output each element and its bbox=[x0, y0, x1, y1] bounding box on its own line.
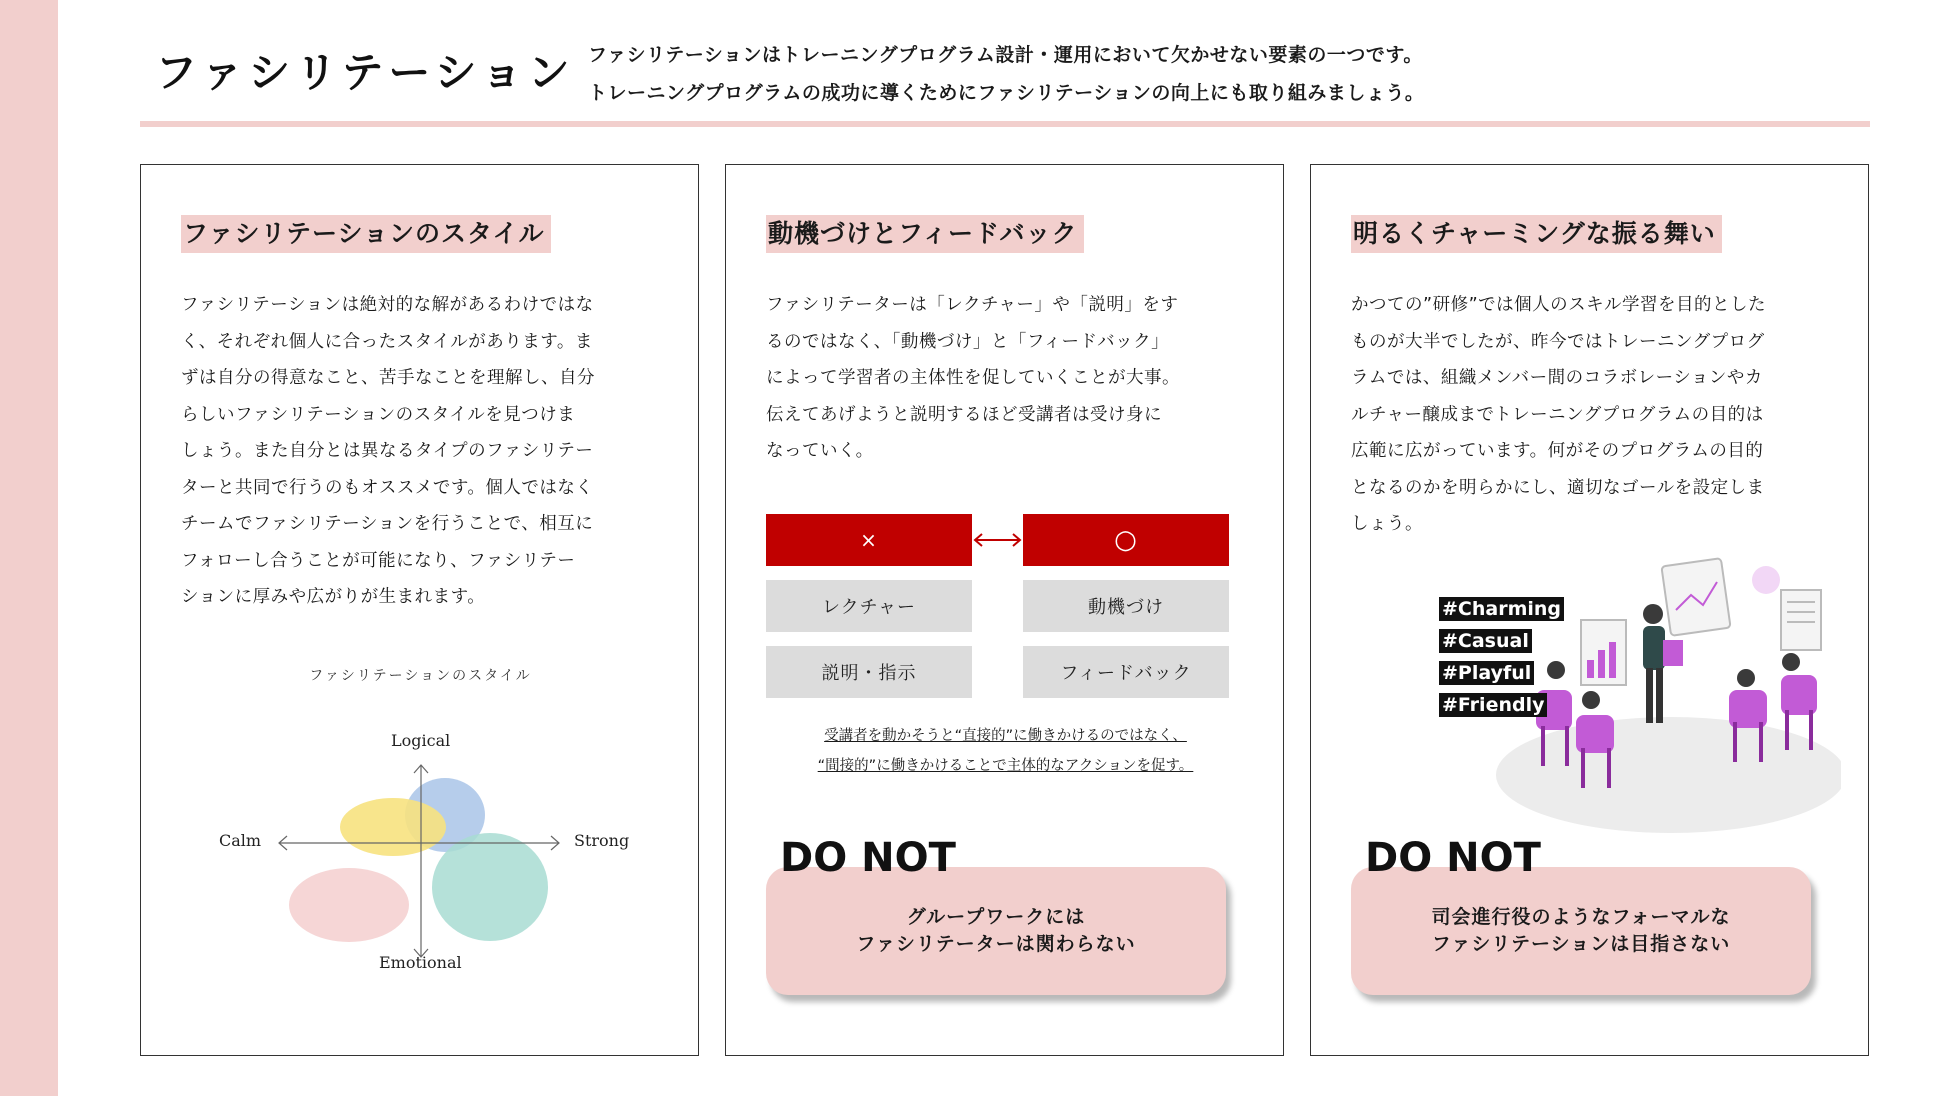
side-band bbox=[0, 0, 58, 1096]
intro-line: トレーニングプログラムの成功に導くためにファシリテーションの向上にも取り組みましょう。 bbox=[588, 82, 1425, 104]
intro-text bbox=[588, 36, 1424, 112]
body-line: 伝えてあげようと説明するほど受講者は受け身に bbox=[766, 404, 1162, 425]
do-not-line: ファシリテーターは関わらない bbox=[856, 933, 1136, 955]
panel-facilitation-style bbox=[140, 164, 699, 1056]
panel-charming-behavior bbox=[1310, 164, 1869, 1056]
panel-heading: 動機づけとフィードバック bbox=[766, 215, 1084, 253]
tag-list bbox=[1439, 597, 1564, 725]
tag-charming: #Charming bbox=[1439, 597, 1564, 621]
page-title: ファシリテーション bbox=[155, 48, 575, 97]
panel-heading: 明るくチャーミングな振る舞い bbox=[1351, 215, 1722, 253]
tag-friendly: #Friendly bbox=[1439, 693, 1547, 717]
ellipse-calm-emotional bbox=[289, 868, 409, 942]
body-line: しょう。また自分とは異なるタイプのファシリテー bbox=[181, 441, 594, 461]
intro-line: ファシリテーションはトレーニングプログラム設計・運用において欠かせない要素の一つです。 bbox=[588, 44, 1423, 66]
bad-header-box: × bbox=[766, 514, 972, 566]
do-not-line: 司会進行役のようなフォーマルな bbox=[1431, 906, 1731, 928]
body-line: によって学習者の主体性を促していくことが大事。 bbox=[766, 368, 1180, 388]
body-line: く、それぞれ個人に合ったスタイルがあります。ま bbox=[181, 331, 593, 352]
body-line: なっていく。 bbox=[766, 441, 874, 461]
body-line: ルチャー醸成までトレーニングプログラムの目的は bbox=[1351, 404, 1764, 425]
body-line: かつての”研修”では個人のスキル学習を目的とした bbox=[1351, 295, 1766, 315]
panel-body bbox=[1351, 287, 1831, 543]
note-line: 受講者を動かそうと“直接的”に働きかけるのではなく、 bbox=[824, 728, 1187, 744]
do-not-card bbox=[766, 867, 1226, 995]
do-not-label: DO NOT bbox=[1365, 835, 1541, 881]
bad-item-explanation: 説明・指示 bbox=[766, 646, 972, 698]
body-line: しょう。 bbox=[1351, 514, 1423, 534]
axis-label-right: Strong bbox=[574, 831, 630, 850]
panel-motivation-feedback bbox=[725, 164, 1284, 1056]
good-item-feedback: フィードバック bbox=[1023, 646, 1229, 698]
body-line: フォローし合うことが可能になり、ファシリテー bbox=[181, 550, 576, 571]
panel-body bbox=[766, 287, 1246, 470]
good-item-motivation: 動機づけ bbox=[1023, 580, 1229, 632]
note-line: “間接的”に働きかけることで主体的なアクションを促す。 bbox=[817, 758, 1194, 774]
do-not-line: グループワークには bbox=[906, 906, 1086, 928]
body-line: らしいファシリテーションのスタイルを見つけま bbox=[181, 404, 576, 425]
bad-item-lecture: レクチャー bbox=[766, 580, 972, 632]
axis-label-left: Calm bbox=[219, 831, 262, 850]
tag-casual: #Casual bbox=[1439, 629, 1532, 653]
tag-playful: #Playful bbox=[1439, 661, 1534, 685]
double-arrow-icon bbox=[972, 530, 1023, 550]
body-line: ものが大半でしたが、昨今ではトレーニングプログ bbox=[1351, 331, 1765, 352]
body-line: ションに厚みや広がりが生まれます。 bbox=[181, 587, 486, 607]
panel-heading: ファシリテーションのスタイル bbox=[181, 215, 551, 253]
body-line: となるのかを明らかにし、適切なゴールを設定しま bbox=[1351, 477, 1765, 498]
panel-body bbox=[181, 287, 661, 616]
ellipse-strong-emotional bbox=[432, 833, 548, 941]
do-not-label: DO NOT bbox=[780, 835, 956, 881]
do-not-line: ファシリテーションは目指さない bbox=[1431, 933, 1731, 955]
good-header-box: ○ bbox=[1023, 514, 1229, 566]
ellipse-calm bbox=[340, 798, 446, 856]
compare-note bbox=[726, 721, 1285, 781]
diagram-title: ファシリテーションのスタイル bbox=[309, 668, 532, 684]
body-line: 広範に広がっています。何がそのプログラムの目的 bbox=[1351, 441, 1764, 461]
do-not-card bbox=[1351, 867, 1811, 995]
body-line: ターと共同で行うのもオススメです。個人ではなく bbox=[181, 477, 594, 498]
header-divider bbox=[140, 121, 1870, 127]
body-line: ファシリテーションは絶対的な解があるわけではな bbox=[181, 295, 594, 315]
body-line: ラムでは、組織メンバー間のコラボレーションやカ bbox=[1351, 368, 1763, 388]
body-line: チームでファシリテーションを行うことで、相互に bbox=[181, 514, 594, 534]
body-line: ずは自分の得意なこと、苦手なことを理解し、自分 bbox=[181, 368, 595, 388]
body-line: ファシリテーターは「レクチャー」や「説明」をす bbox=[766, 295, 1179, 315]
axis-label-bottom: Emotional bbox=[379, 953, 462, 972]
axis-label-top: Logical bbox=[391, 731, 451, 750]
body-line: るのではなく、「動機づけ」と「フィードバック」 bbox=[766, 331, 1170, 352]
